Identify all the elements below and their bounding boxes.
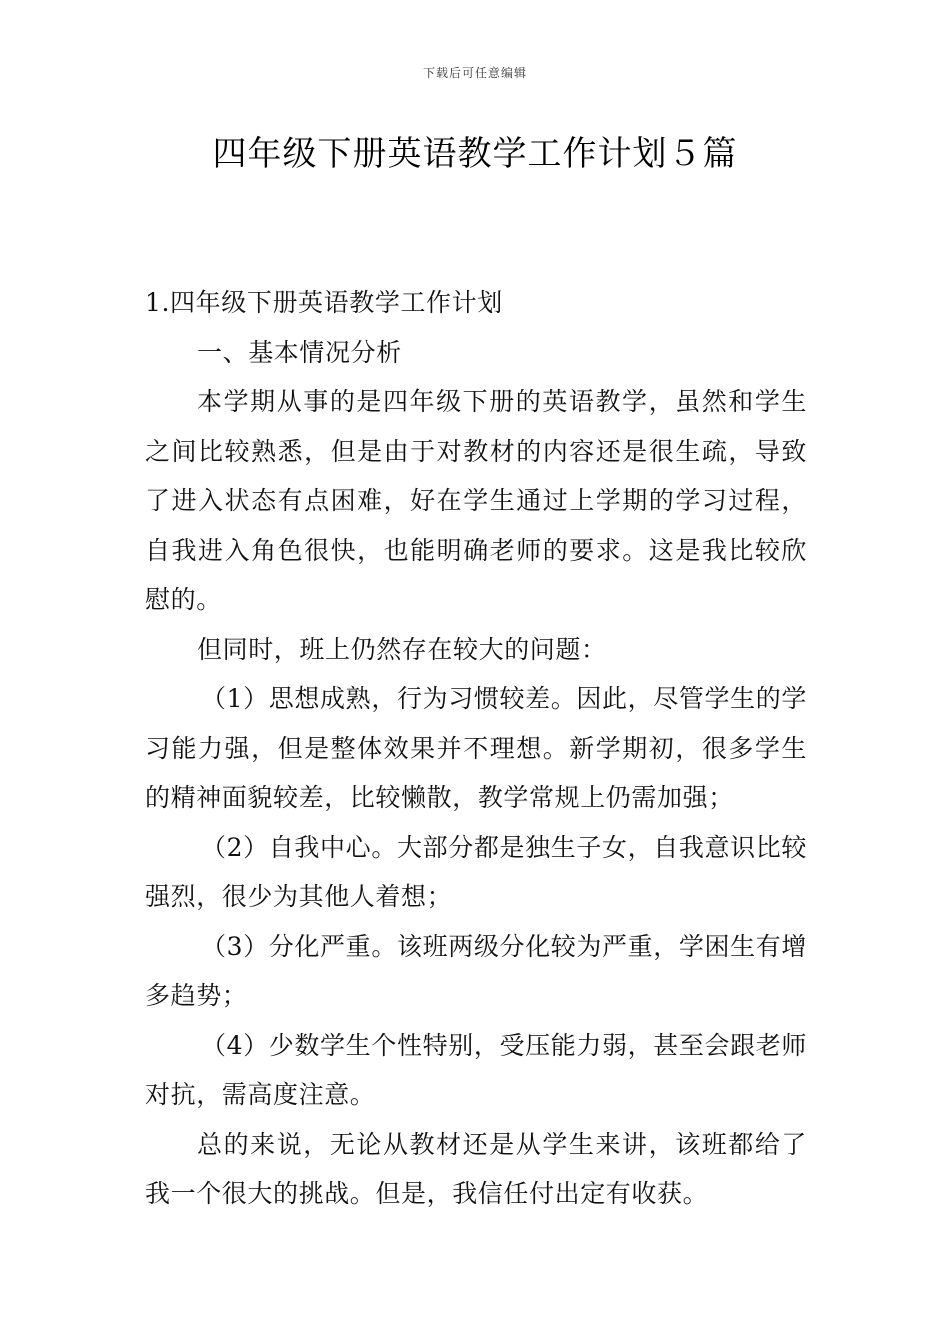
paragraph: （4）少数学生个性特别，受压能力弱，甚至会跟老师对抗，需高度注意。 bbox=[145, 1030, 807, 1109]
document-title: 四年级下册英语教学工作计划５篇 bbox=[212, 134, 738, 174]
paragraph: （3）分化严重。该班两级分化较为严重，学困生有增多趋势； bbox=[145, 931, 807, 1010]
paragraph: （1）思想成熟，行为习惯较差。因此，尽管学生的学习能力强，但是整体效果并不理想。新学期初，很多学生的精神面貌较差，比较懒散，教学常规上仍需加强； bbox=[145, 684, 807, 812]
paragraph: 总的来说，无论从教材还是从学生来讲，该班都给了我一个很大的挑战。但是，我信任付出定有收获。 bbox=[145, 1129, 807, 1208]
paragraph: 本学期从事的是四年级下册的英语教学，虽然和学生之间比较熟悉，但是由于对教材的内容还是很生疏，导致了进入状态有点困难，好在学生通过上学期的学习过程，自我进入角色很快，也能明确老师的要求。这是我比较欣慰的。 bbox=[145, 387, 807, 614]
document-body bbox=[145, 278, 807, 1219]
paragraph: 但同时，班上仍然存在较大的问题： bbox=[197, 634, 607, 664]
header-note: 下载后可任意编辑 bbox=[422, 66, 527, 80]
paragraph: （2）自我中心。大部分都是独生子女，自我意识比较强烈，很少为其他人着想； bbox=[145, 832, 807, 911]
subsection-heading: 一、基本情况分析 bbox=[197, 337, 402, 367]
section-heading: 1.四年级下册英语教学工作计划 bbox=[145, 288, 503, 317]
